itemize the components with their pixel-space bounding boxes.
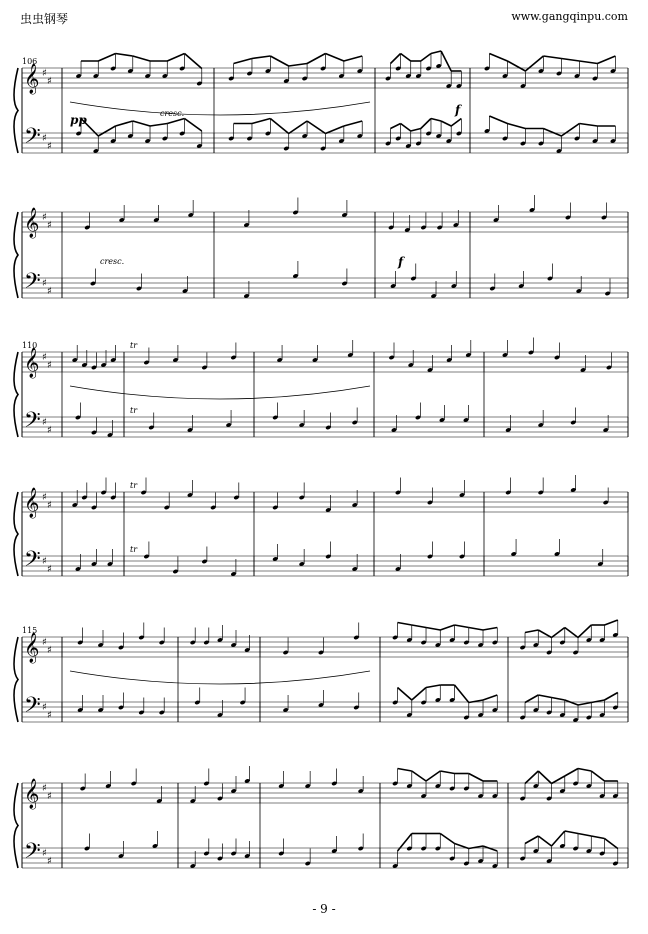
note-beam — [426, 771, 440, 781]
note-beam — [469, 628, 483, 631]
key-signature-sharp: ♯ — [47, 791, 52, 802]
note-beam — [133, 121, 150, 126]
note-beam — [421, 54, 431, 62]
note-beam — [252, 56, 270, 59]
treble-clef: 𝄞 — [24, 488, 40, 518]
note-beam — [116, 54, 133, 57]
note-beam — [538, 630, 551, 638]
note-beam — [605, 620, 618, 625]
note-beam — [289, 121, 307, 134]
note-beam — [344, 121, 362, 126]
note-beam — [591, 836, 604, 839]
note-beam — [390, 54, 400, 64]
dynamic-marking: pp — [70, 113, 87, 127]
key-signature-sharp: ♯ — [47, 76, 52, 87]
staff — [22, 269, 628, 299]
note-beam — [561, 124, 579, 137]
key-signature-sharp: ♯ — [47, 564, 52, 575]
staff — [22, 347, 628, 379]
treble-clef: 𝄞 — [24, 348, 40, 378]
note-beam — [421, 119, 431, 129]
ornament-marking: tr — [130, 545, 138, 554]
grand-staff-brace — [14, 352, 18, 437]
staff — [22, 778, 628, 810]
key-signature-sharp: ♯ — [47, 710, 52, 721]
note-beam — [307, 121, 325, 134]
note-beam — [398, 688, 412, 701]
key-signature-sharp: ♯ — [47, 220, 52, 231]
treble-clef: 𝄞 — [24, 64, 40, 94]
site-url[interactable]: www.gangqinpu.com — [511, 10, 628, 23]
note-beam — [578, 769, 591, 772]
key-signature-sharp: ♯ — [47, 141, 52, 152]
staff — [22, 632, 628, 664]
note-beam — [307, 54, 325, 64]
note-beam — [538, 695, 551, 698]
note-beam — [440, 771, 454, 774]
notes-group — [75, 403, 609, 438]
page-number: - 9 - — [312, 902, 336, 916]
note-beam — [398, 623, 412, 626]
key-signature-sharp: ♯ — [47, 500, 52, 511]
staff — [22, 839, 628, 869]
grand-staff-brace — [14, 783, 18, 868]
note-beam — [98, 54, 115, 62]
music-system — [14, 51, 628, 299]
measure-number: 106 — [22, 57, 38, 66]
note-beam — [489, 54, 507, 62]
note-beam — [525, 836, 538, 844]
note-beam — [252, 119, 270, 124]
treble-clef: 𝄞 — [24, 633, 40, 663]
key-signature-sharp: ♯ — [42, 783, 47, 794]
staff — [22, 207, 628, 239]
note-beam — [525, 771, 538, 784]
note-beam — [552, 831, 565, 846]
key-signature-sharp: ♯ — [47, 645, 52, 656]
note-beam — [525, 695, 538, 703]
note-beam — [150, 124, 167, 127]
key-signature-sharp: ♯ — [42, 417, 47, 428]
note-beam — [455, 685, 469, 703]
note-beam — [591, 771, 604, 781]
note-beam — [398, 769, 412, 772]
note-beam — [538, 771, 551, 784]
key-signature-sharp: ♯ — [47, 286, 52, 297]
score-systems — [14, 51, 628, 869]
note-beam — [270, 56, 288, 66]
treble-clef: 𝄞 — [24, 208, 40, 238]
note-beam — [579, 124, 597, 127]
note-beam — [344, 56, 362, 61]
bass-clef: 𝄢 — [24, 547, 41, 577]
note-beam — [412, 625, 426, 628]
note-beam — [412, 771, 426, 781]
note-beam — [525, 630, 538, 633]
key-signature-sharp: ♯ — [42, 68, 47, 79]
note-beam — [98, 126, 115, 136]
note-beam — [270, 119, 288, 134]
note-beam — [167, 54, 184, 62]
slur — [70, 671, 370, 684]
key-signature-sharp: ♯ — [42, 133, 47, 144]
key-signature-sharp: ♯ — [47, 856, 52, 867]
notes-group — [77, 620, 618, 655]
key-signature-sharp: ♯ — [42, 556, 47, 567]
ornament-marking: tr — [130, 406, 138, 415]
bass-clef: 𝄢 — [24, 693, 41, 723]
key-signature-sharp: ♯ — [42, 492, 47, 503]
note-beam — [552, 628, 565, 638]
note-beam — [167, 119, 184, 124]
key-signature-sharp: ♯ — [47, 425, 52, 436]
grand-staff-brace — [14, 492, 18, 576]
note-beam — [578, 834, 591, 837]
bass-clef: 𝄢 — [24, 269, 41, 299]
bass-clef: 𝄢 — [24, 408, 41, 438]
note-beam — [565, 628, 578, 638]
note-beam — [401, 124, 411, 132]
note-beam — [605, 839, 618, 849]
note-beam — [483, 695, 497, 700]
note-beam — [426, 685, 440, 688]
note-beam — [440, 625, 454, 630]
measure-number: 110 — [22, 341, 38, 350]
key-signature-sharp: ♯ — [42, 637, 47, 648]
key-signature-sharp: ♯ — [42, 278, 47, 289]
note-beam — [565, 769, 578, 777]
staff — [22, 547, 628, 577]
treble-clef: 𝄞 — [24, 779, 40, 809]
note-beam — [412, 688, 426, 701]
expression-marking: cresc. — [160, 109, 185, 118]
note-beam — [605, 693, 618, 701]
staff — [22, 693, 628, 723]
grand-staff-brace — [14, 68, 18, 153]
note-beam — [469, 774, 483, 782]
ornament-marking: tr — [130, 481, 138, 490]
note-beam — [578, 703, 591, 706]
note-beam — [507, 124, 525, 129]
note-beam — [390, 124, 400, 129]
note-beam — [565, 700, 578, 705]
grand-staff-brace — [14, 212, 18, 298]
dynamic-marking: f — [398, 255, 404, 269]
note-beam — [483, 628, 497, 631]
note-beam — [507, 61, 525, 71]
note-beam — [543, 129, 561, 137]
note-beam — [565, 831, 578, 834]
note-beam — [525, 56, 543, 71]
note-beam — [451, 119, 461, 127]
music-system — [14, 620, 628, 869]
note-beam — [426, 628, 440, 631]
notes-group — [72, 338, 612, 373]
note-beam — [552, 776, 565, 784]
note-beam — [578, 625, 591, 638]
key-signature-sharp: ♯ — [42, 848, 47, 859]
staff — [22, 408, 628, 438]
key-signature-sharp: ♯ — [42, 352, 47, 363]
note-beam — [289, 64, 307, 67]
bass-clef: 𝄢 — [24, 124, 41, 154]
staff — [22, 487, 628, 519]
grand-staff-brace — [14, 637, 18, 722]
expression-marking: cresc. — [100, 257, 125, 266]
key-signature-sharp: ♯ — [47, 360, 52, 371]
note-beam — [543, 56, 561, 59]
note-beam — [325, 54, 343, 62]
note-beam — [185, 54, 202, 69]
note-beam — [133, 56, 150, 61]
note-beam — [483, 846, 497, 851]
note-beam — [538, 836, 551, 846]
note-beam — [325, 126, 343, 134]
music-system — [14, 338, 628, 578]
site-name: 虫虫钢琴 — [20, 12, 69, 26]
note-beam — [401, 54, 411, 62]
note-beam — [441, 121, 451, 126]
note-beam — [489, 116, 507, 124]
bass-clef: 𝄢 — [24, 839, 41, 869]
note-beam — [185, 119, 202, 132]
note-beam — [234, 59, 252, 64]
ornament-marking: tr — [130, 341, 138, 350]
note-beam — [440, 834, 454, 844]
slur — [70, 386, 370, 399]
slur — [70, 102, 370, 115]
note-beam — [561, 59, 579, 62]
note-beam — [579, 61, 597, 64]
key-signature-sharp: ♯ — [42, 702, 47, 713]
note-beam — [431, 51, 441, 54]
note-beam — [411, 129, 421, 132]
key-signature-sharp: ♯ — [42, 212, 47, 223]
note-beam — [552, 698, 565, 701]
note-beam — [431, 119, 441, 122]
note-beam — [597, 56, 615, 64]
note-beam — [455, 625, 469, 628]
measure-number: 115 — [22, 626, 38, 635]
note-beam — [116, 121, 133, 126]
dynamic-marking: f — [455, 103, 461, 117]
